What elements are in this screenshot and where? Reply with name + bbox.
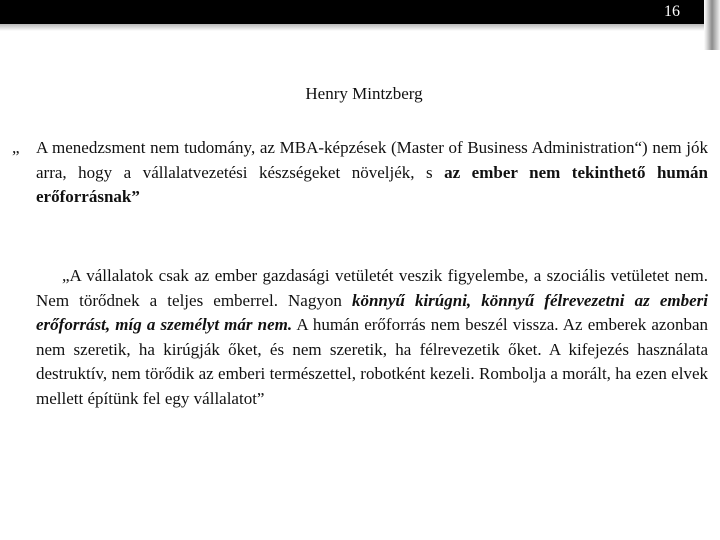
quote1-text: A menedzsment nem tudomány, az MBA-képzések (Master of Business Administration“) nem jók arra, hogy a vállalatvezetési készségeket növeljék, s <box>36 138 708 182</box>
page-number: 16 <box>664 3 680 20</box>
quote1-paragraph <box>36 136 708 210</box>
quote1-open-mark: „ <box>12 138 20 157</box>
quote2-text-start: „A vállalatok csak az ember gazdasági vetületét veszik figyelembe, a szociális vetületet nem. Nem törődnek a teljes emberrel. Nagyon <box>36 266 708 310</box>
quote1-bold-text: az ember nem tekinthető humán erőforrásnak” <box>36 162 708 207</box>
page-edge-decoration <box>704 0 720 50</box>
author-heading: Henry Mintzberg <box>305 84 423 103</box>
quote2-bold-text: könnyű kirúgni, könnyű félrevezetni az emberi erőforrást, míg a személyt már nem. <box>36 290 708 335</box>
quote2-text-end: A humán erőforrás nem beszél vissza. Az emberek azonban nem szeretik, ha kirúgják őket, és nem szeretik, ha félrevezetik őket. A kifejezés használata destruktív, nem törődik az emberi természettel, robotként kezeli. Rombolja a morált, ha ezen elvek mellett építünk fel egy vállalatot” <box>36 315 708 408</box>
quote2-paragraph <box>36 264 708 412</box>
top-bar-shadow <box>0 24 704 31</box>
top-bar <box>0 0 704 24</box>
